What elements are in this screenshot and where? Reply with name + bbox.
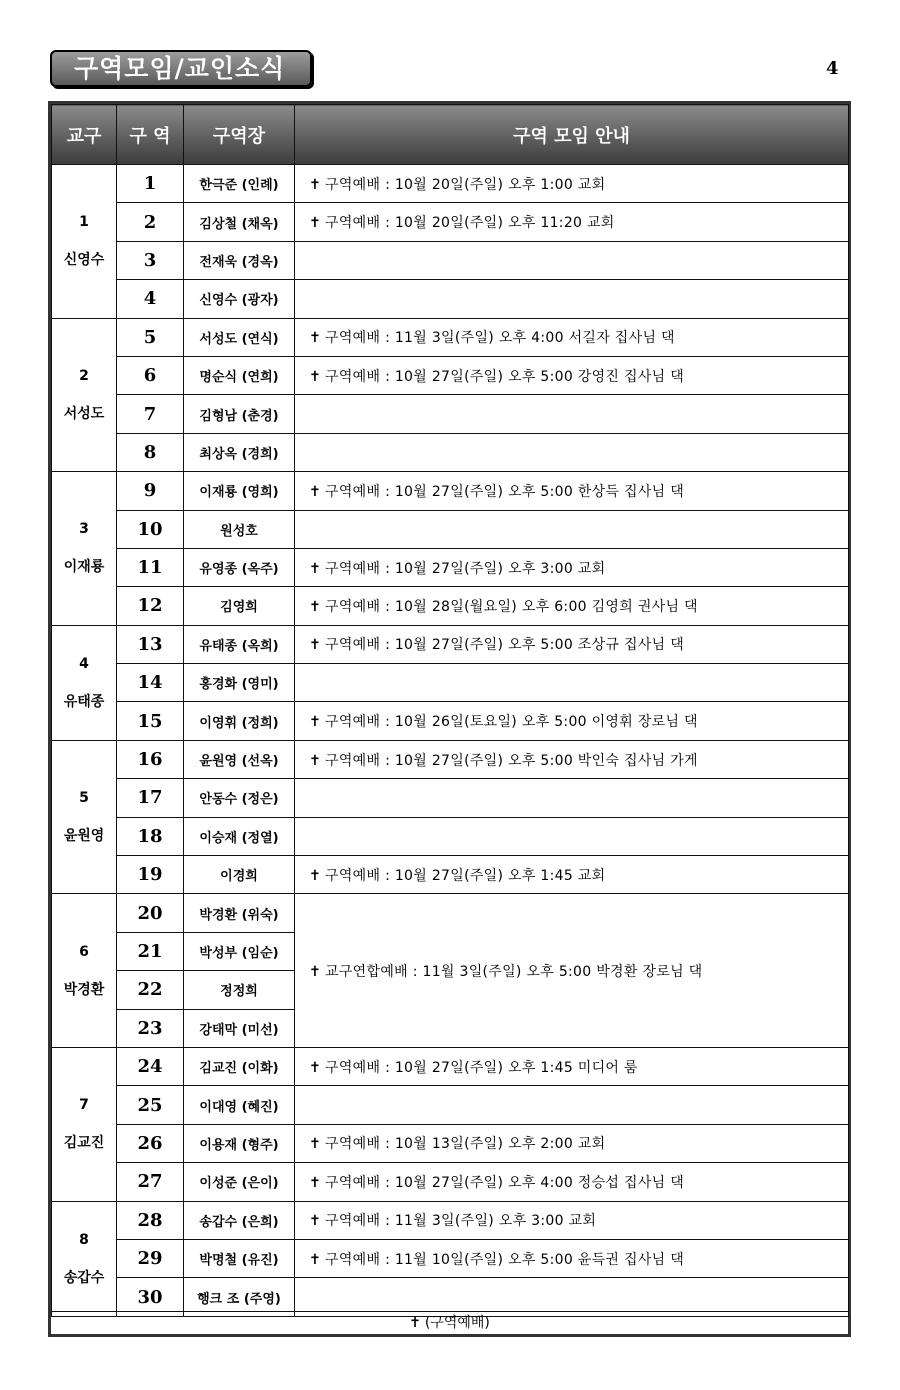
meeting-info — [295, 664, 849, 702]
district-cell — [52, 1047, 117, 1201]
district-leader-name: 김교진 — [63, 1135, 105, 1152]
page-number: 4 — [826, 58, 839, 79]
cross-icon: ✝ — [309, 1251, 322, 1268]
group-leader: 이용재 (형주) — [184, 1124, 295, 1162]
group-number: 26 — [117, 1124, 184, 1162]
group-number: 5 — [117, 318, 184, 356]
group-leader: 유태종 (옥희) — [184, 625, 295, 663]
meeting-info-text: 구역예배 : 10월 26일(토요일) 오후 5:00 이영휘 장로님 댁 — [325, 714, 698, 731]
group-leader: 서성도 (연식) — [184, 318, 295, 356]
group-leader: 행크 조 (주영) — [184, 1278, 295, 1316]
group-leader: 김영희 — [184, 587, 295, 625]
district-cell — [52, 740, 117, 894]
cross-icon: ✝ — [309, 714, 322, 731]
table-row — [52, 318, 849, 356]
group-number: 1 — [117, 165, 184, 203]
table-row — [52, 356, 849, 394]
header-meeting-info: 구역 모임 안내 — [295, 105, 849, 165]
meeting-info-text: 구역예배 : 10월 20일(주일) 오후 1:00 교회 — [325, 176, 606, 193]
meeting-info — [295, 280, 849, 318]
meeting-info — [295, 203, 849, 241]
group-leader: 안동수 (정은) — [184, 779, 295, 817]
meeting-info — [295, 241, 849, 279]
group-leader: 김교진 (이화) — [184, 1047, 295, 1085]
group-leader: 홍경화 (영미) — [184, 664, 295, 702]
cross-icon: ✝ — [309, 176, 322, 193]
cross-icon: ✝ — [309, 598, 322, 615]
group-leader: 박경환 (위숙) — [184, 894, 295, 932]
table-row — [52, 856, 849, 894]
group-number: 30 — [117, 1278, 184, 1316]
table-row — [52, 395, 849, 433]
group-number: 10 — [117, 510, 184, 548]
table-row — [52, 548, 849, 586]
table-row — [52, 1163, 849, 1201]
table-row — [52, 165, 849, 203]
group-leader: 김형남 (춘경) — [184, 395, 295, 433]
group-leader: 박명철 (유진) — [184, 1239, 295, 1277]
group-leader: 김상철 (채옥) — [184, 203, 295, 241]
group-number: 13 — [117, 625, 184, 663]
meeting-info-text: 구역예배 : 10월 27일(주일) 오후 1:45 미디어 룸 — [325, 1059, 638, 1076]
group-leader: 윤원영 (선옥) — [184, 740, 295, 778]
cross-icon: ✝ — [309, 1213, 322, 1230]
district-number: 2 — [79, 367, 89, 384]
meeting-info-text: 구역예배 : 10월 27일(주일) 오후 1:45 교회 — [325, 867, 606, 884]
cross-icon: ✝ — [309, 1136, 322, 1153]
group-leader: 최상옥 (경희) — [184, 433, 295, 471]
district-number: 4 — [79, 655, 89, 672]
table-row — [52, 1201, 849, 1239]
cross-icon: ✝ — [309, 637, 322, 654]
group-leader: 이성준 (은이) — [184, 1163, 295, 1201]
group-number: 19 — [117, 856, 184, 894]
group-number: 24 — [117, 1047, 184, 1085]
table-row — [52, 740, 849, 778]
meeting-info — [295, 856, 849, 894]
district-leader-name: 윤원영 — [63, 828, 105, 845]
district-number: 3 — [79, 521, 89, 538]
meeting-info — [295, 625, 849, 663]
table-row — [52, 702, 849, 740]
meeting-info-text: 구역예배 : 10월 27일(주일) 오후 5:00 한상득 집사님 댁 — [325, 483, 685, 500]
cross-icon: ✝ — [309, 1059, 322, 1076]
district-number: 6 — [79, 943, 89, 960]
group-number: 11 — [117, 548, 184, 586]
district-leader-name: 이재룡 — [63, 559, 105, 576]
group-leader: 송갑수 (은희) — [184, 1201, 295, 1239]
meeting-info-text: 구역예배 : 10월 20일(주일) 오후 11:20 교회 — [325, 215, 615, 232]
group-number: 23 — [117, 1009, 184, 1047]
table-row — [52, 1086, 849, 1124]
district-cell — [52, 165, 117, 319]
table-row — [52, 817, 849, 855]
meeting-info-text: 구역예배 : 10월 27일(주일) 오후 4:00 정승섭 집사님 댁 — [325, 1174, 685, 1191]
meeting-info-text: 구역예배 : 11월 10일(주일) 오후 5:00 윤득권 집사님 댁 — [325, 1251, 685, 1268]
group-number: 9 — [117, 472, 184, 510]
meeting-info-text: 교구연합예배 : 11월 3일(주일) 오후 5:00 박경환 장로님 댁 — [325, 963, 703, 980]
meeting-info — [295, 318, 849, 356]
cross-icon: ✝ — [309, 560, 322, 577]
district-number: 5 — [79, 790, 89, 807]
cross-icon: ✝ — [309, 963, 322, 980]
district-leader-name: 서성도 — [63, 405, 105, 422]
meeting-info-text: 구역예배 : 11월 3일(주일) 오후 4:00 서길자 집사님 댁 — [325, 330, 675, 347]
meeting-info — [295, 779, 849, 817]
table-row — [52, 1124, 849, 1162]
meeting-info — [295, 894, 849, 1048]
group-number: 3 — [117, 241, 184, 279]
meeting-info-text: 구역예배 : 10월 27일(주일) 오후 5:00 강영진 집사님 댁 — [325, 368, 685, 385]
meeting-info-text: 구역예배 : 10월 27일(주일) 오후 3:00 교회 — [325, 560, 606, 577]
group-leader: 박성부 (임순) — [184, 932, 295, 970]
district-number: 1 — [79, 214, 89, 231]
header-group: 구 역 — [117, 105, 184, 165]
table-row — [52, 241, 849, 279]
table-row — [52, 664, 849, 702]
group-number: 27 — [117, 1163, 184, 1201]
district-cell — [52, 472, 117, 626]
meeting-info-text: 구역예배 : 11월 3일(주일) 오후 3:00 교회 — [325, 1213, 597, 1230]
cross-icon: ✝ — [309, 330, 322, 347]
meeting-info — [295, 165, 849, 203]
district-leader-name: 유태종 — [63, 693, 105, 710]
group-number: 7 — [117, 395, 184, 433]
meeting-info — [295, 817, 849, 855]
cross-icon: ✝ — [309, 368, 322, 385]
table-row — [52, 894, 849, 932]
cross-icon: ✝ — [309, 483, 322, 500]
meeting-info — [295, 1201, 849, 1239]
meeting-info-text: 구역예배 : 10월 13일(주일) 오후 2:00 교회 — [325, 1136, 606, 1153]
group-leader: 이경희 — [184, 856, 295, 894]
meeting-info — [295, 510, 849, 548]
group-number: 29 — [117, 1239, 184, 1277]
group-leader: 정정희 — [184, 971, 295, 1009]
cross-icon: ✝ — [309, 215, 322, 232]
group-leader: 원성호 — [184, 510, 295, 548]
cross-icon: ✝ — [309, 1174, 322, 1191]
group-leader: 명순식 (연희) — [184, 356, 295, 394]
group-number: 22 — [117, 971, 184, 1009]
meeting-info — [295, 1124, 849, 1162]
district-cell — [52, 894, 117, 1048]
district-leader-name: 신영수 — [63, 252, 105, 269]
meeting-info — [295, 1047, 849, 1085]
meeting-info-text: 구역예배 : 10월 27일(주일) 오후 5:00 조상규 집사님 댁 — [325, 637, 685, 654]
group-leader: 이재룡 (영희) — [184, 472, 295, 510]
group-number: 14 — [117, 664, 184, 702]
table-row — [52, 433, 849, 471]
group-leader: 이승재 (정열) — [184, 817, 295, 855]
meeting-info — [295, 548, 849, 586]
group-number: 21 — [117, 932, 184, 970]
group-leader: 전재욱 (경옥) — [184, 241, 295, 279]
meeting-info — [295, 702, 849, 740]
meeting-info — [295, 395, 849, 433]
table-row — [52, 203, 849, 241]
group-number: 2 — [117, 203, 184, 241]
district-number: 8 — [79, 1231, 89, 1248]
table-row — [52, 510, 849, 548]
group-leader: 이영휘 (정희) — [184, 702, 295, 740]
group-number: 15 — [117, 702, 184, 740]
meeting-info — [295, 740, 849, 778]
meeting-info — [295, 433, 849, 471]
group-leader: 유영종 (옥주) — [184, 548, 295, 586]
group-number: 25 — [117, 1086, 184, 1124]
district-cell — [52, 318, 117, 472]
district-leader-name: 박경환 — [63, 981, 105, 998]
meeting-info-text: 구역예배 : 10월 28일(월요일) 오후 6:00 김영희 권사님 댁 — [325, 598, 698, 615]
table-row — [52, 587, 849, 625]
cross-icon: ✝ — [409, 1315, 421, 1331]
cross-icon: ✝ — [309, 867, 322, 884]
group-number: 16 — [117, 740, 184, 778]
meeting-info — [295, 472, 849, 510]
group-number: 20 — [117, 894, 184, 932]
header-leader: 구역장 — [184, 105, 295, 165]
table-row — [52, 625, 849, 663]
table-row — [52, 280, 849, 318]
legend-footer — [51, 1311, 848, 1335]
meeting-info — [295, 1163, 849, 1201]
meeting-info — [295, 1086, 849, 1124]
district-number: 7 — [79, 1097, 89, 1114]
group-number: 18 — [117, 817, 184, 855]
district-cell — [52, 1201, 117, 1316]
district-meeting-table — [51, 104, 849, 1317]
meeting-info — [295, 1239, 849, 1277]
table-row — [52, 472, 849, 510]
meeting-info — [295, 356, 849, 394]
group-number: 4 — [117, 280, 184, 318]
table-row — [52, 1239, 849, 1277]
cross-icon: ✝ — [309, 752, 322, 769]
group-number: 6 — [117, 356, 184, 394]
group-number: 8 — [117, 433, 184, 471]
section-title: 구역모임/교인소식 — [50, 50, 312, 87]
group-number: 12 — [117, 587, 184, 625]
group-number: 28 — [117, 1201, 184, 1239]
meeting-info — [295, 587, 849, 625]
group-leader: 강태막 (미선) — [184, 1009, 295, 1047]
group-leader: 한극준 (인례) — [184, 165, 295, 203]
table-header-row — [52, 105, 849, 165]
group-number: 17 — [117, 779, 184, 817]
meeting-info-text: 구역예배 : 10월 27일(주일) 오후 5:00 박인숙 집사님 가게 — [325, 752, 698, 769]
legend-text: (구역예배) — [424, 1315, 490, 1331]
group-leader: 이대영 (혜진) — [184, 1086, 295, 1124]
table-row — [52, 779, 849, 817]
district-leader-name: 송갑수 — [63, 1269, 105, 1286]
district-cell — [52, 625, 117, 740]
group-leader: 신영수 (광자) — [184, 280, 295, 318]
header-district: 교구 — [52, 105, 117, 165]
table-row — [52, 1047, 849, 1085]
